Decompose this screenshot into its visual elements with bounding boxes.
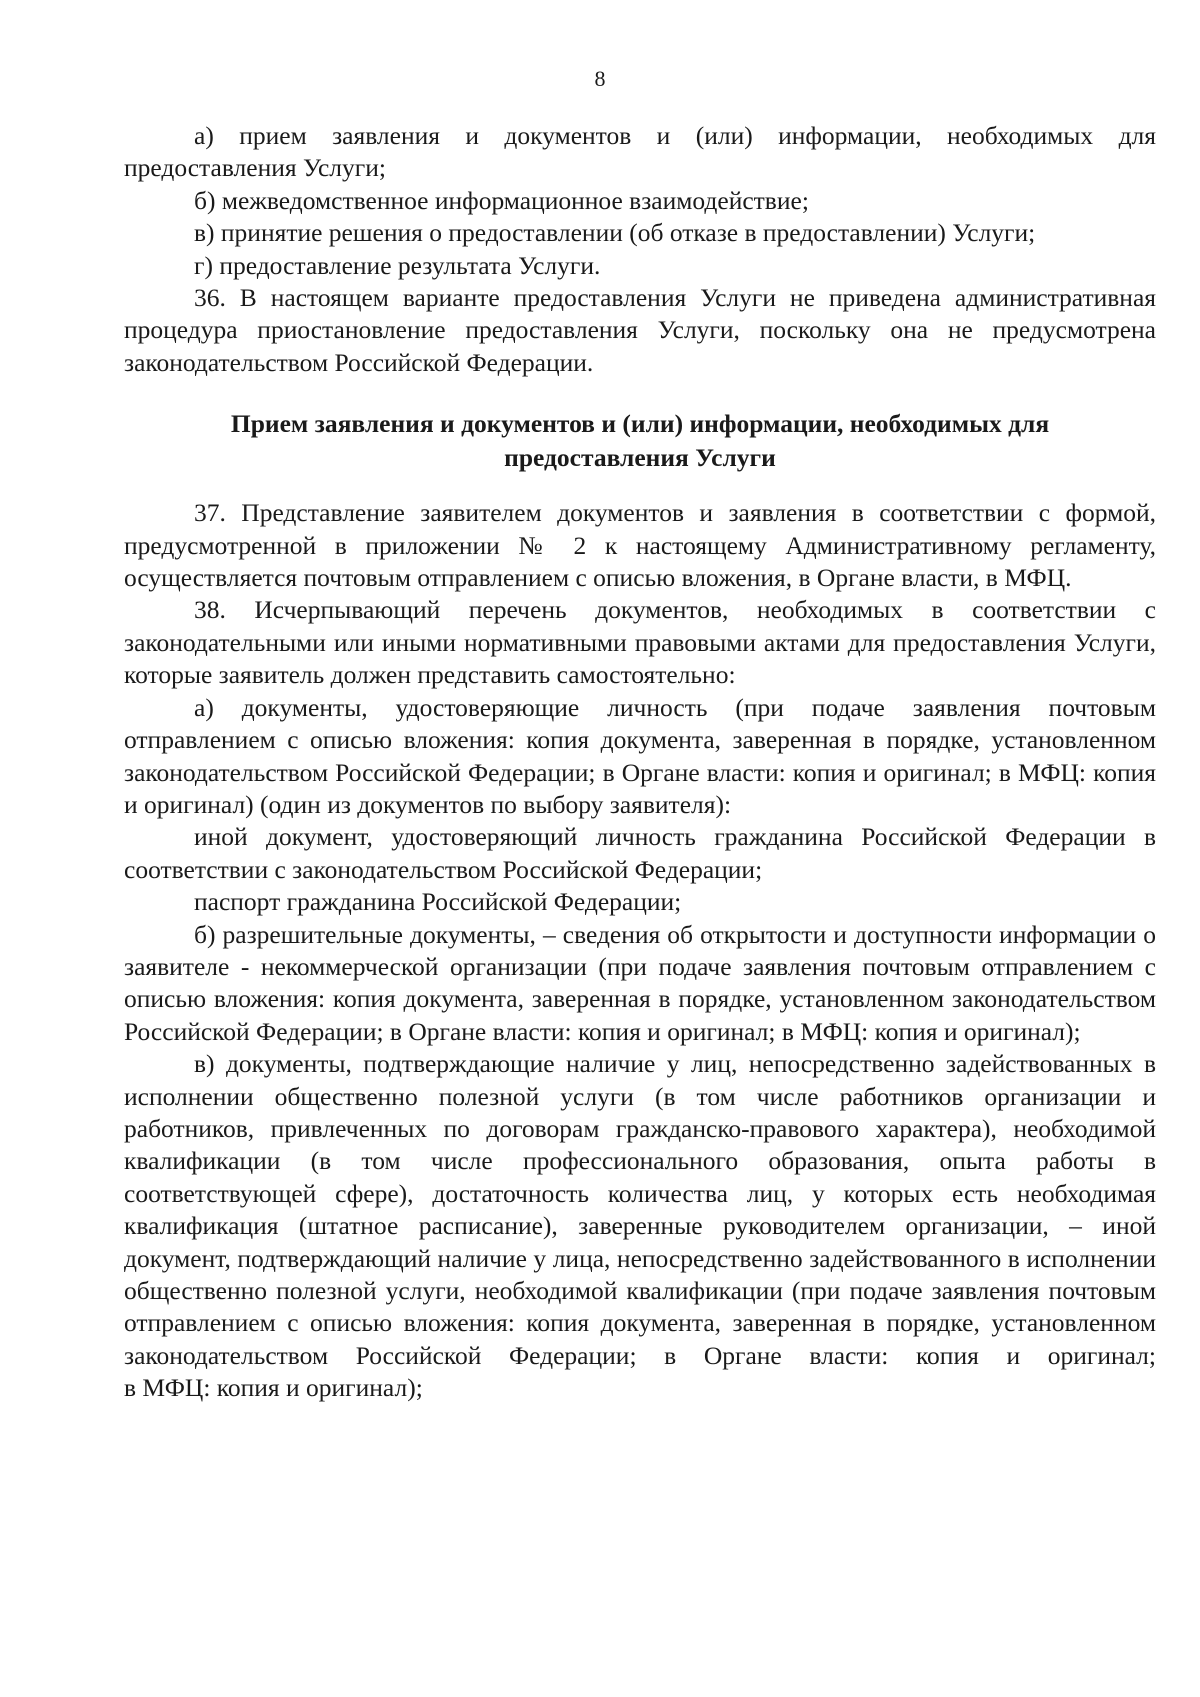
page-number: 8	[594, 66, 606, 91]
paragraph-item-v: в) принятие решения о предоставлении (об отказе в предоставлении) Услуги;	[194, 218, 1036, 248]
paragraph-38-item-b: б) разрешительные документы, – сведения об открытости и доступности информации о заявителе - некоммерческой организации (при подаче заявления почтовым отправлением с описью вложения: копия документа, заверенная в порядке, установленном законодательством Российской Федерации; в Органе власти: копия и оригинал; в МФЦ: копия и оригинал);	[124, 919, 1156, 1046]
paragraph-item-b: б) межведомственное информационное взаимодействие;	[194, 185, 809, 215]
paragraph-item-g: г) предоставление результата Услуги.	[194, 250, 601, 280]
paragraph-item-a: а) прием заявления и документов и (или) информации, необходимых для предоставления Услуги;	[124, 121, 1156, 183]
paragraph-36: 36. В настоящем варианте предоставления Услуги не приведена административная процедура приостановление предоставления Услуги, поскольку она не предусмотрена законодательством Российской Федерации.	[124, 283, 1156, 377]
paragraph-other-id-document: иной документ, удостоверяющий личность гражданина Российской Федерации в соответствии с законодательством Российской Федерации;	[124, 822, 1156, 884]
section-heading-line1: Прием заявления и документов и (или) информации, необходимых для	[230, 409, 1050, 439]
paragraph-passport: паспорт гражданина Российской Федерации;	[194, 887, 682, 917]
section-heading-line2: предоставления Услуги	[504, 443, 776, 473]
paragraph-38-item-v: в) документы, подтверждающие наличие у лиц, непосредственно задействованных в исполнении общественно полезной услуги (в том числе работников организации и работников, привлеченных по договорам гражданско-правового характера), необходимой квалификации (в том числе профессионального образования, опыта работы в соответствующей сфере), достаточность количества лиц, у которых есть необходимая квалификация (штатное расписание), заверенные руководителем организации, – иной документ, подтверждающий наличие у лица, непосредственно задействованного в исполнении общественно полезной услуги, необходимой квалификации (при подаче заявления почтовым отправлением с описью вложения: копия документа, заверенная в порядке, установленном законодательством Российской Федерации; в Органе власти: копия и оригинал;	[124, 1049, 1156, 1370]
document-body	[124, 120, 1156, 1405]
paragraph-38: 38. Исчерпывающий перечень документов, необходимых в соответствии с законодательными или иными нормативными правовыми актами для предоставления Услуги, которые заявитель должен представить самостоятельно:	[124, 595, 1156, 690]
paragraph-38-item-v-tail: в МФЦ: копия и оригинал);	[124, 1373, 423, 1403]
paragraph-37: 37. Представление заявителем документов и заявления в соответствии с формой, предусмотренной в приложении № 2 к настоящему Административному регламенту, осуществляется почтовым отправлением с описью вложения, в Органе власти, в МФЦ.	[124, 498, 1156, 593]
paragraph-38-item-a: а) документы, удостоверяющие личность (при подаче заявления почтовым отправлением с описью вложения: копия документа, заверенная в порядке, установленном законодательством Российской Федерации; в Органе власти: копия и оригинал; в МФЦ: копия и оригинал) (один из документов по выбору заявителя):	[124, 692, 1156, 819]
section-heading	[124, 407, 1156, 475]
